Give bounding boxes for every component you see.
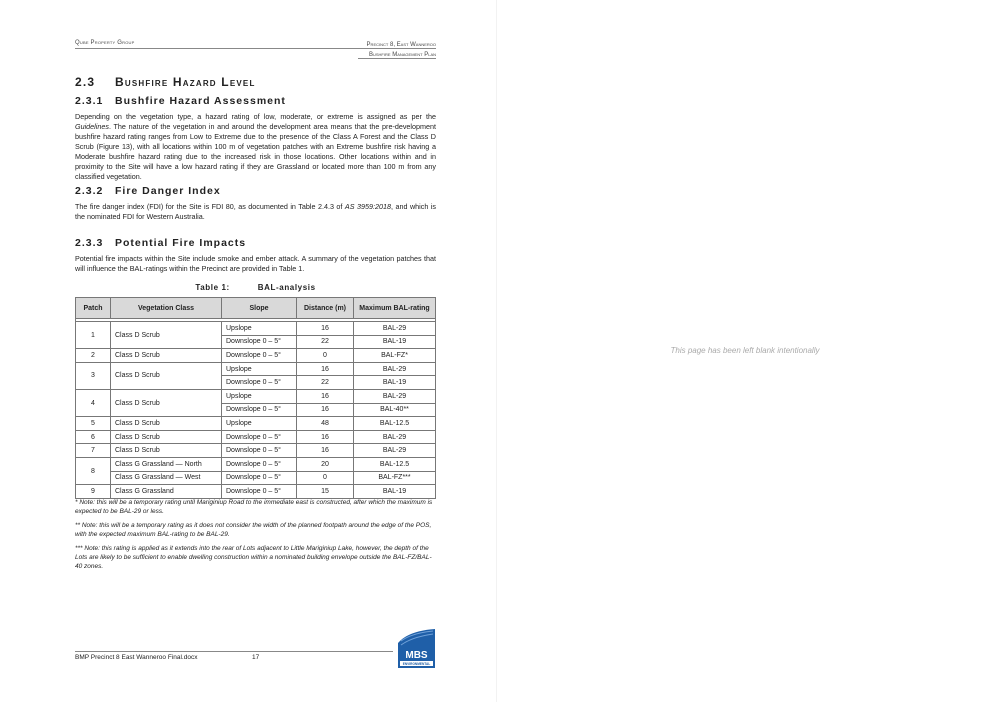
paragraph-emphasis: AS 3959:2018 [344,202,391,211]
table-cell-slope: Downslope 0 – 5° [222,485,297,499]
table-cell-bal: BAL-29 [354,362,436,376]
table-cell-vegetation: Class D Scrub [111,444,222,458]
paragraph-text: The fire danger index (FDI) for the Site is FDI 80, as documented in Table 2.4.3 of [75,202,345,211]
table-cell-distance: 0 [297,349,354,363]
table-cell-vegetation: Class D Scrub [111,362,222,389]
paragraph-text: . The nature of the vegetation in and around the development area means that the pre-development bushfire hazard rating ranges from Low to Extreme due to the presence of the Class A Forest and the Class D Scrub (Figure 13), with all locations within 100 m of vegetation patches with an Extreme bushfire risk having a Moderate bushfire hazard rating due to the increased risk in those locations. Other locations within and in proximity to the Site will have a low hazard rating if they are Grassland or located more than 100 m from any classified vegetation. [75,122,436,181]
blank-page-notice: This page has been left blank intentionally [670,346,820,355]
table-cell-slope: Downslope 0 – 5° [222,471,297,485]
subsection-heading-1 [75,95,286,107]
table-header-cell: Slope [222,298,297,319]
table-cell-patch: 5 [76,417,111,431]
table-cell-bal: BAL-29 [354,389,436,403]
table-cell-bal: BAL-FZ*** [354,471,436,485]
table-cell-bal: BAL-19 [354,376,436,390]
table-row [76,362,436,376]
paragraph-text: , and which is the nominated FDI for Western Australia. [75,202,437,221]
header-divider [75,48,436,49]
table-note-2: ** Note: this will be a temporary rating as it does not consider the width of the planned footpath around the edge of the POS, with the expected maximum BAL-rating to be BAL-29. [75,522,432,538]
mbs-logo-icon [398,629,435,668]
footer-divider [75,651,393,652]
table-header-cell: Maximum BAL-rating [354,298,436,319]
table-caption [75,283,436,292]
subsection-number: 2.3.2 [75,185,104,197]
table-cell-vegetation: Class G Grassland — North [111,457,222,471]
table-cell-patch: 3 [76,362,111,389]
table-cell-patch: 9 [76,485,111,499]
table-cell-slope: Upslope [222,322,297,336]
bal-analysis-table [75,297,436,499]
paragraph-emphasis: Guidelines [75,122,109,131]
table-cell-vegetation: Class D Scrub [111,417,222,431]
table-cell-vegetation: Class D Scrub [111,389,222,416]
header-document-title: Bushfire Management Plan [368,52,436,58]
document-page-left [0,0,496,702]
table-row [76,349,436,363]
table-cell-distance: 22 [297,376,354,390]
logo-subtext: ENVIRONMENTAL [402,662,431,666]
table-cell-slope: Upslope [222,389,297,403]
table-cell-distance: 16 [297,403,354,417]
table-caption-label: Table 1: [195,283,230,292]
table-cell-vegetation: Class D Scrub [111,322,222,349]
table-note-3: *** Note: this rating is applied as it extends into the rear of Lots adjacent to Little Mariginiup Lake, however, the depth of the Lots are likely to be sufficient to enable dwelling construction within a nominated building envelope outside the BAL-FZ/BAL-40 zones. [75,545,432,570]
table-cell-slope: Downslope 0 – 5° [222,444,297,458]
table-cell-distance: 0 [297,471,354,485]
subsection-title: Potential Fire Impacts [115,237,247,249]
table-cell-vegetation: Class D Scrub [111,430,222,444]
table-row [76,457,436,471]
table-cell-distance: 16 [297,322,354,336]
table-header-cell: Vegetation Class [111,298,222,319]
table-cell-bal: BAL-12.5 [354,417,436,431]
subsection-heading-3 [75,237,246,249]
table-cell-distance: 16 [297,444,354,458]
subsection-title: Fire Danger Index [115,185,221,197]
table-note-1: * Note: this will be a temporary rating until Mariginiup Road to the immediate east is constructed, after which the maximum is expected to be BAL-29 or less. [75,499,433,515]
subsection-title: Bushfire Hazard Assessment [115,95,286,107]
table-cell-slope: Downslope 0 – 5° [222,457,297,471]
table-cell-distance: 48 [297,417,354,431]
table-cell-bal: BAL-19 [354,485,436,499]
table-cell-distance: 16 [297,389,354,403]
table-cell-bal: BAL-29 [354,322,436,336]
table-cell-slope: Downslope 0 – 5° [222,335,297,349]
table-cell-bal: BAL-29 [354,430,436,444]
hazard-assessment-paragraph [75,112,436,182]
subsection-heading-2 [75,185,221,197]
table-cell-slope: Downslope 0 – 5° [222,403,297,417]
table-row [76,471,436,485]
table-cell-bal: BAL-29 [354,444,436,458]
table-row [76,444,436,458]
table-cell-slope: Upslope [222,362,297,376]
table-cell-bal: BAL-FZ* [354,349,436,363]
table-cell-distance: 20 [297,457,354,471]
section-title: Bushfire Hazard Level [115,75,256,89]
table-header-cell: Distance (m) [297,298,354,319]
header-project-title: Precinct 8, East Wanneroo [366,42,436,48]
table-row [76,485,436,499]
table-cell-bal: BAL-40** [354,403,436,417]
table-cell-vegetation: Class G Grassland [111,485,222,499]
section-number: 2.3 [75,75,96,89]
header-project [367,40,436,60]
table-cell-distance: 16 [297,430,354,444]
table-row [76,430,436,444]
table-cell-patch: 6 [76,430,111,444]
table-cell-vegetation: Class G Grassland — West [111,471,222,485]
header-divider-short [358,58,436,59]
document-page-right [497,0,993,702]
table-header-cell: Patch [76,298,111,319]
table-cell-distance: 15 [297,485,354,499]
table-cell-slope: Downslope 0 – 5° [222,376,297,390]
footer-page-number: 17 [252,654,260,661]
table-cell-distance: 22 [297,335,354,349]
subsection-number: 2.3.1 [75,95,104,107]
table-cell-patch: 1 [76,322,111,349]
mbs-logo [398,629,435,668]
table-row [76,389,436,403]
table-header-row [76,298,436,319]
table-cell-patch: 2 [76,349,111,363]
table-cell-bal: BAL-12.5 [354,457,436,471]
table-cell-vegetation: Class D Scrub [111,349,222,363]
table-row [76,417,436,431]
table-cell-slope: Downslope 0 – 5° [222,430,297,444]
table-row [76,322,436,336]
table-cell-bal: BAL-19 [354,335,436,349]
table-cell-patch: 4 [76,389,111,416]
fire-impacts-paragraph: Potential fire impacts within the Site include smoke and ember attack. A summary of the vegetation patches that will influence the BAL-ratings within the Precinct are provided in Table 1. [75,254,436,273]
table-cell-patch: 8 [76,457,111,484]
footer-filename: BMP Precinct 8 East Wanneroo Final.docx [75,654,198,661]
table-cell-distance: 16 [297,362,354,376]
paragraph-text: Depending on the vegetation type, a hazard rating of low, moderate, or extreme is assigned as per the [75,112,436,121]
table-caption-title: BAL-analysis [257,283,316,292]
fire-danger-paragraph [75,202,436,222]
logo-text: MBS [405,650,428,661]
table-cell-patch: 7 [76,444,111,458]
subsection-number: 2.3.3 [75,237,104,249]
table-cell-slope: Upslope [222,417,297,431]
header-company: Qube Property Group [75,40,135,46]
section-heading [75,75,256,89]
table-cell-slope: Downslope 0 – 5° [222,349,297,363]
